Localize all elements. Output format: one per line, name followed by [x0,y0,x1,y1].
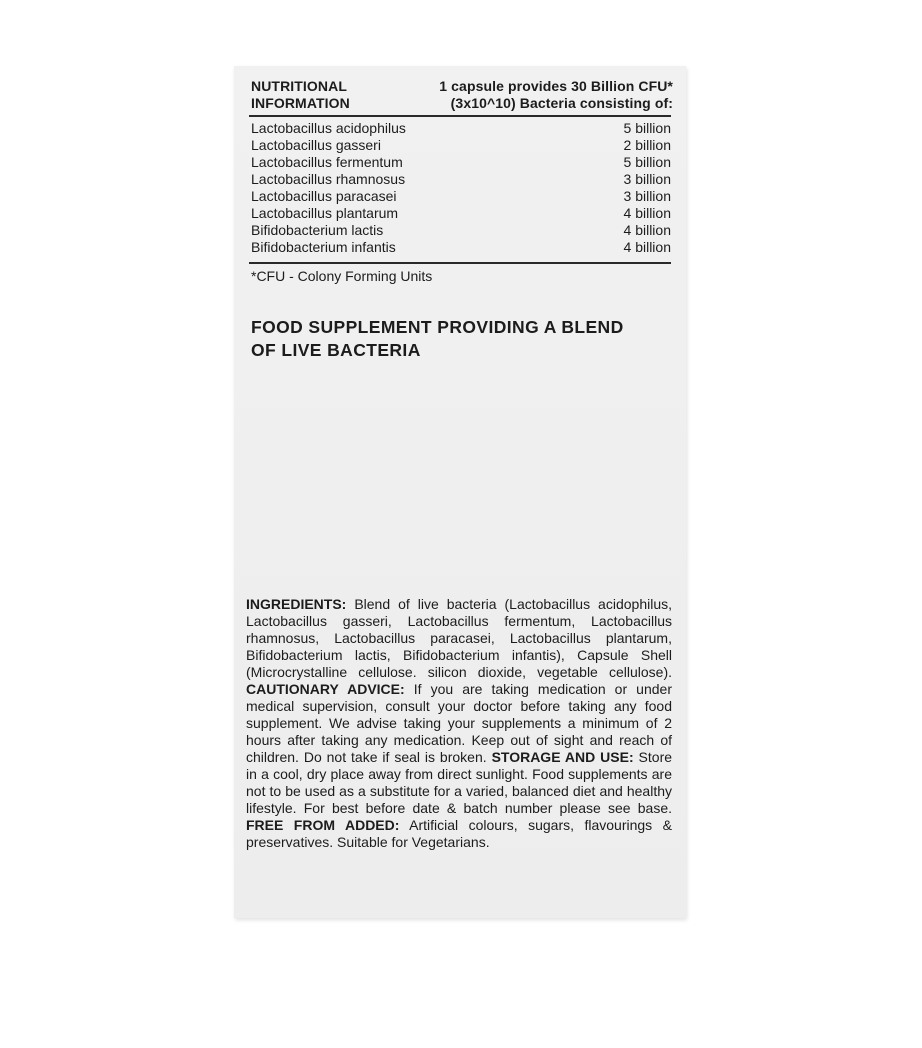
cautionary-label: CAUTIONARY ADVICE: [246,681,405,697]
table-row [251,137,671,154]
table-row [251,205,671,222]
bacteria-name: Bifidobacterium infantis [251,239,396,255]
bacteria-amount: 5 billion [623,154,671,170]
capsule-provides-line2: (3x10^10) Bacteria consisting of: [450,95,673,111]
bacteria-name: Lactobacillus rhamnosus [251,171,406,187]
bacteria-name: Lactobacillus paracasei [251,188,397,204]
cautionary-text: If you are taking medication or under medical supervision, consult your doctor before taking any food supplement. We advise taking your supplements a minimum of 2 hours after taking any medication. Keep out of sight and reach of children. Do not take if seal is broken. [246,681,672,765]
cfu-footnote: *CFU - Colony Forming Units [251,268,433,284]
bacteria-name: Lactobacillus fermentum [251,154,403,170]
nutrition-header [251,78,673,112]
bacteria-amount: 4 billion [623,205,671,221]
nutrition-heading-line2: INFORMATION [251,95,350,111]
capsule-provides-line1: 1 capsule provides 30 Billion CFU* [439,78,673,94]
capsule-provides [439,78,673,112]
storage-text: Store in a cool, dry place away from direct sunlight. Food supplements are not to be used as a substitute for a varied, balanced diet and healthy lifestyle. For best before date & batch number please see base. [246,749,673,816]
bacteria-amount: 3 billion [623,171,671,187]
bacteria-amount: 3 billion [623,188,671,204]
table-row [251,154,671,171]
ingredients-label: INGREDIENTS: [246,596,347,612]
bacteria-name: Lactobacillus plantarum [251,205,399,221]
bacteria-name: Bifidobacterium lactis [251,222,384,238]
table-top-divider [249,115,671,117]
table-row [251,222,671,239]
table-row [251,171,671,188]
bacteria-name: Lactobacillus gasseri [251,137,381,153]
bacteria-amount: 2 billion [623,137,671,153]
free-from-text: Artificial colours, sugars, flavourings & preservatives. Suitable for Vegetarians. [246,817,672,850]
table-row [251,188,671,205]
product-headline-line2: OF LIVE BACTERIA [251,340,421,360]
ingredients-text: Blend of live bacteria (Lactobacillus acidophilus, Lactobacillus gasseri, Lactobacillus fermentum, Lactobacillus rhamnosus, Lactobacillus paracasei, Lactobacillus plantarum, Bifidobacterium lactis, Bifidobacterium infantis), Capsule Shell (Microcrystalline cellulose. silicon dioxide, vegetable cellulose). [246,596,672,680]
supplement-box-panel [234,66,686,918]
storage-label: STORAGE AND USE: [491,749,634,765]
nutrition-heading-line1: NUTRITIONAL [251,78,347,94]
table-row [251,239,671,256]
table-bottom-divider [249,262,671,264]
free-from-label: FREE FROM ADDED: [246,817,400,833]
bacteria-amount: 4 billion [623,222,671,238]
bacteria-amount: 4 billion [623,239,671,255]
label-body-text [246,596,672,851]
table-row [251,120,671,137]
product-headline-line1: FOOD SUPPLEMENT PROVIDING A BLEND [251,317,624,337]
bacteria-table [251,120,671,256]
bacteria-amount: 5 billion [623,120,671,136]
product-headline [251,316,681,362]
nutrition-heading [251,78,350,112]
bacteria-name: Lactobacillus acidophilus [251,120,406,136]
